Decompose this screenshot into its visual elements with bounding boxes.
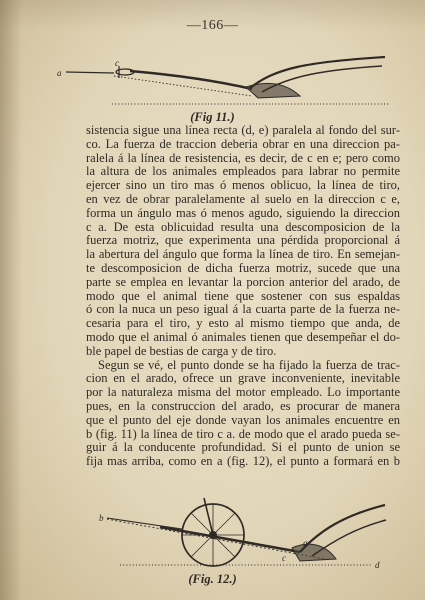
text-line: sistencia sigue una línea recta (d, e) paralela al fondo del sur- [86,124,400,137]
figure-11-plow-illustration [50,50,395,112]
page-number: —166— [186,18,239,33]
text-line: cion en el arado, ofrece un grave inconveniente, inevitable [86,372,400,386]
figure-12-label-c: c [282,553,286,563]
text-line: guir á la conducente profundidad. Si el punto de union se [86,441,400,455]
text-line: ralela á la línea de resistencia, es decir, de c en e; pero como [86,151,400,165]
text-line: que el punto del eje donde vayan los animales encuentre en [86,413,400,427]
figure-12-wheeled-plow-illustration [95,478,390,573]
text-line: la altura de los animales empleados para labrar no permite [86,165,400,179]
trace-line [66,72,114,73]
text-line: forma un ángulo mas ó menos agudo, siguiendo la direccion [86,206,400,220]
plow-beam [130,71,252,89]
body-text [86,124,400,469]
text-line: parte se emplea en levantar la porcion anterior del arado, de [86,275,400,289]
text-line: modo que el animal tiene que sostener con sus espaldas [86,289,400,303]
text-line: en vez de obrar paralelamente al suelo en la direccion c e, [86,192,400,206]
figure-11-caption: (Fig 11.) [190,110,235,124]
text-line: pues, en la construccion del arado, es procurar de manera [86,399,400,413]
text-line: co. La fuerza de traccion deberia obrar en una direccion pa- [86,137,400,151]
figure-12-label-a: a [303,538,308,548]
text-line: ó con la nuca un peso igual á la cuarta parte de la fuerza ne- [86,303,400,317]
figure-12-label-b: b [99,513,104,523]
text-line: fuerza motriz, que experimenta una pérdida proporcional á [86,234,400,248]
text-line: la abertura del ángulo que forma la línea de tiro. En semejan- [86,248,400,262]
text-line: c a. De esta oblicuidad resulta una descomposicion de la [86,220,400,234]
text-line-paragraph-start: Segun se vé, el punto donde se ha fijado la fuerza de trac- [98,358,400,372]
text-line: ejercer sino un tiro mas ó menos oblicuo, la línea de tiro, [86,179,400,193]
figure-11-label-c: c [115,58,119,68]
trace-line [107,518,182,529]
plow-mouldboard [292,544,336,561]
text-line: modo que el animal ó animales tienen que desempeñar el do- [86,330,400,344]
text-line: por la naturaleza misma del motor empleado. Lo importante [86,386,400,400]
figure-12-label-d: d [375,560,380,570]
text-line: te descomposicion de dicha fuerza motriz, sucede que una [86,261,400,275]
plow-beam [160,527,300,552]
figure-12-caption: (Fig. 12.) [188,572,237,586]
draft-dotted-line [114,76,252,96]
text-line-paragraph-end: ble papel de bestias de carga y de tiro. [86,344,277,358]
text-line: fija mas arriba, como en a (fig. 12), el punto a formará en b [86,455,400,469]
text-line: b (fig. 11) la línea de tiro c a. de modo que el arado pueda se- [86,427,400,441]
text-line: cesaria para el tiro, y esto al mismo tiempo que anda, de [86,317,400,331]
figure-11-label-a: a [57,68,62,78]
